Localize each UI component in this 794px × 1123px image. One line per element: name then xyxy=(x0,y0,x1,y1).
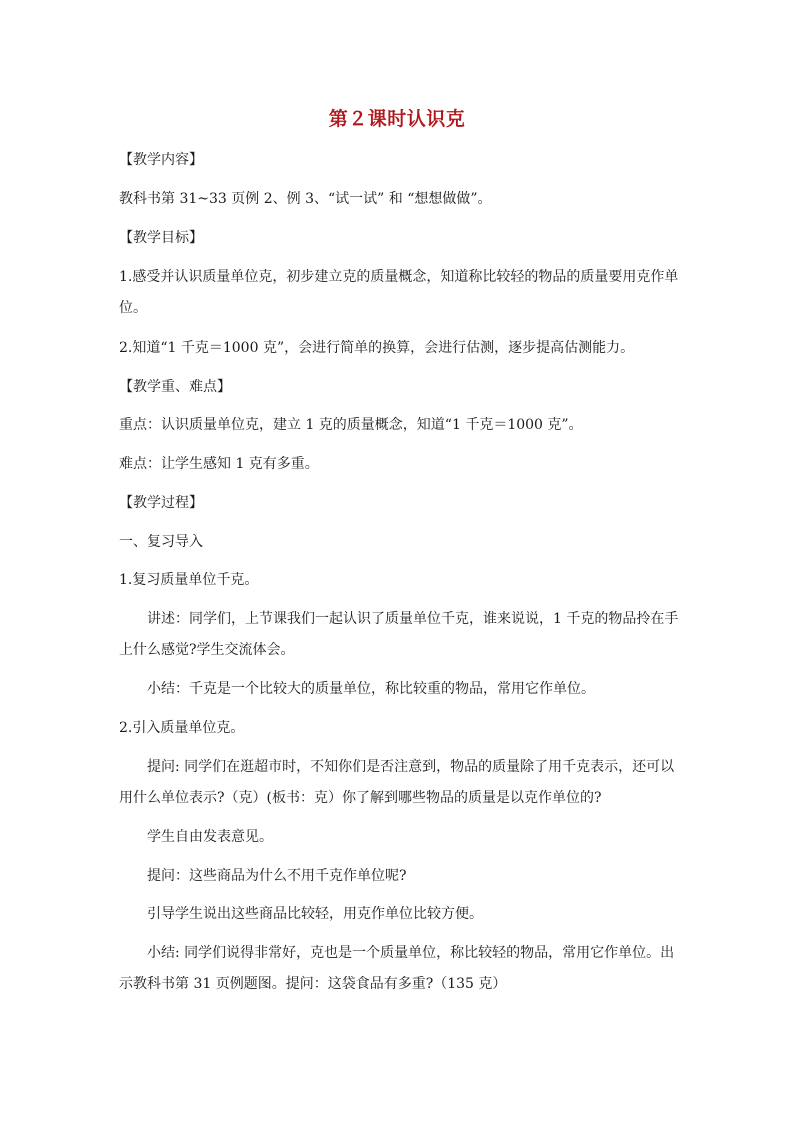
students-speak: 学生自由发表意见。 xyxy=(147,829,273,845)
goal-1-line-2: 位。 xyxy=(119,300,147,316)
key-points-heading: 【教学重、难点】 xyxy=(119,379,231,395)
summary-2-line-1: 小结: 同学们说得非常好，克也是一个质量单位，称比较轻的物品，常用它作单位。出 xyxy=(147,945,675,961)
question-1-line-1: 提问: 同学们在逛超市时，不知你们是否注意到，物品的质量除了用千克表示，还可以 xyxy=(147,759,675,775)
question-1-line-2: 用什么单位表示?（克）(板书：克）你了解到哪些物品的质量是以克作单位的? xyxy=(119,790,602,806)
teaching-content-text: 教科书第 31~33 页例 2、例 3、“试一试” 和 “想想做做”。 xyxy=(119,191,492,207)
step-2: 2.引入质量单位克。 xyxy=(119,720,245,736)
question-2: 提问：这些商品为什么不用千克作单位呢? xyxy=(147,868,407,884)
talk-line-2: 上什么感觉?学生交流体会。 xyxy=(119,642,295,658)
teaching-process-heading: 【教学过程】 xyxy=(119,495,203,511)
summary-1: 小结：千克是一个比较大的质量单位，称比较重的物品，常用它作单位。 xyxy=(147,681,595,697)
teaching-goals-heading: 【教学目标】 xyxy=(119,230,203,246)
step-1: 1.复习质量单位千克。 xyxy=(119,572,259,588)
goal-1-line-1: 1.感受并认识质量单位克，初步建立克的质量概念，知道称比较轻的物品的质量要用克作单 xyxy=(119,269,679,285)
summary-2-line-2: 示教科书第 31 页例题图。提问：这袋食品有多重?（135 克） xyxy=(119,976,507,992)
document-title: 第２课时认识克 xyxy=(328,108,466,130)
part-1-heading: 一、复习导入 xyxy=(119,534,203,550)
teaching-content-heading: 【教学内容】 xyxy=(119,152,203,168)
difficult-point: 难点：让学生感知 1 克有多重。 xyxy=(119,456,319,472)
goal-2: 2.知道“1 千克＝1000 克”，会进行简单的换算，会进行估测，逐步提高估测能力。 xyxy=(119,340,635,356)
guide: 引导学生说出这些商品比较轻，用克作单位比较方便。 xyxy=(147,906,483,922)
talk-line-1: 讲述：同学们，上节课我们一起认识了质量单位千克，谁来说说，1 千克的物品拎在手 xyxy=(147,611,679,627)
key-point: 重点：认识质量单位克，建立 1 克的质量概念，知道“1 千克＝1000 克”。 xyxy=(119,417,583,433)
